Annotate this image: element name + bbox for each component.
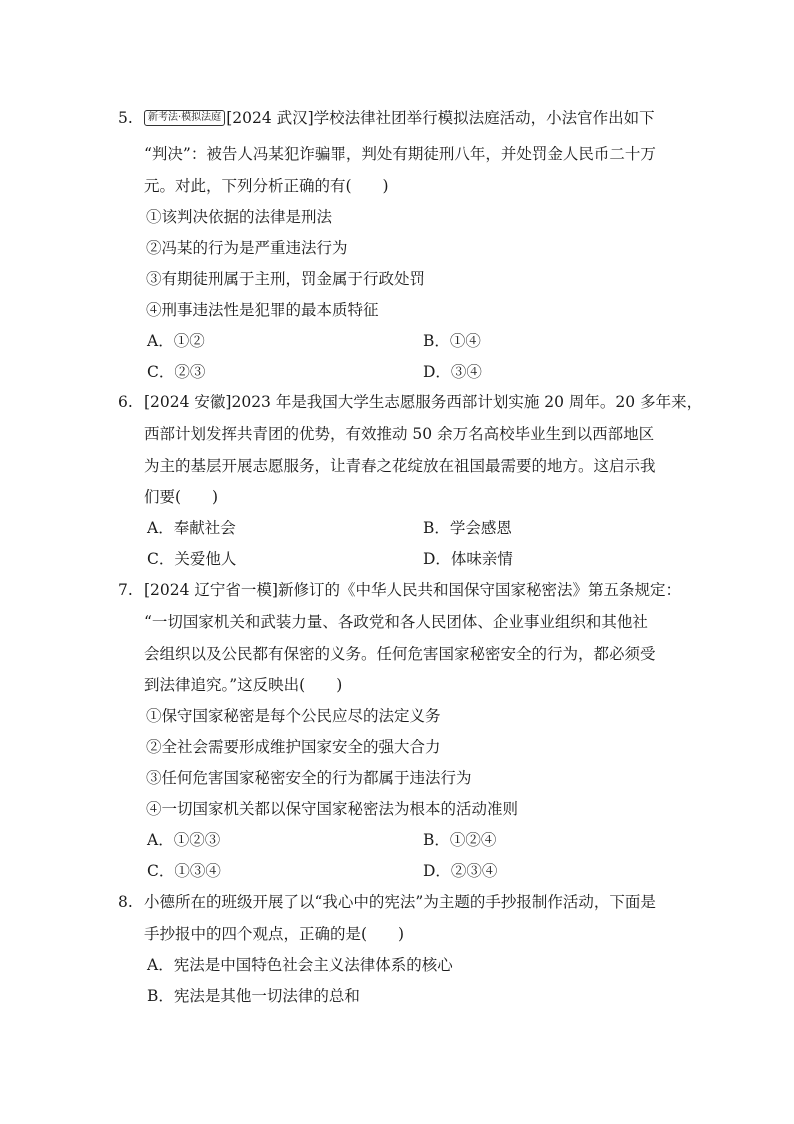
- question-number: 8.: [118, 893, 133, 911]
- statement: ①保守国家秘密是每个公民应尽的法定义务: [146, 707, 441, 725]
- question-number: 6.: [118, 393, 133, 411]
- question-stem-line: “一切国家机关和武装力量、各政党和各人民团体、企业事业组织和其他社: [144, 613, 648, 631]
- question-stem-line: “判决”：被告人冯某犯诈骗罪，判处有期徒刑八年，并处罚金人民币二十万: [144, 145, 656, 163]
- option-b[interactable]: B．①②④: [423, 831, 497, 849]
- statement: ①该判决依据的法律是刑法: [146, 208, 333, 226]
- question-number: 7.: [118, 581, 133, 599]
- option-d[interactable]: D．②③④: [423, 862, 498, 880]
- option-a[interactable]: A．①②: [147, 332, 205, 350]
- option-c[interactable]: C．①③④: [147, 862, 221, 880]
- question-stem-line: [2024 辽宁省一模]新修订的《中华人民共和国保守国家秘密法》第五条规定：: [144, 581, 681, 599]
- option-d[interactable]: D．体味亲情: [423, 550, 513, 568]
- option-a[interactable]: A．①②③: [147, 831, 221, 849]
- question-stem-line: 元。对此，下列分析正确的有( ): [144, 177, 389, 195]
- question-stem-line: [2024 安徽]2023 年是我国大学生志愿服务西部计划实施 20 周年。20 多年来，: [144, 393, 703, 411]
- statement: ④一切国家机关都以保守国家秘密法为根本的活动准则: [146, 800, 519, 818]
- statement: ②冯某的行为是严重违法行为: [146, 239, 348, 257]
- question-stem-line: 到法律追究。”这反映出( ): [144, 676, 343, 694]
- option-b[interactable]: B．①④: [423, 332, 481, 350]
- option-d[interactable]: D．③④: [423, 363, 482, 381]
- question-stem-line: 新考法·模拟法庭 [2024 武汉]学校法律社团举行模拟法庭活动，小法官作出如下: [144, 108, 655, 128]
- statement: ②全社会需要形成维护国家安全的强大合力: [146, 738, 441, 756]
- question-stem-line: 小德所在的班级开展了以“我心中的宪法”为主题的手抄报制作活动，下面是: [144, 893, 656, 911]
- option-c[interactable]: C．关爱他人: [147, 550, 237, 568]
- option-a[interactable]: A．奉献社会: [147, 519, 236, 537]
- question-stem-line: 西部计划发挥共青团的优势，有效推动 50 余万名高校毕业生到以西部地区: [144, 425, 655, 443]
- question-stem-line: 为主的基层开展志愿服务，让青春之花绽放在祖国最需要的地方。这启示我: [144, 457, 656, 475]
- question-stem-line: 会组织以及公民都有保密的义务。任何危害国家秘密安全的行为，都必须受: [144, 645, 656, 663]
- statement: ③任何危害国家秘密安全的行为都属于违法行为: [146, 769, 472, 787]
- statement: ③有期徒刑属于主刑，罚金属于行政处罚: [146, 270, 426, 288]
- option-b[interactable]: B．宪法是其他一切法律的总和: [147, 987, 360, 1005]
- option-c[interactable]: C．②③: [147, 363, 206, 381]
- option-b[interactable]: B．学会感恩: [423, 519, 512, 537]
- question-number: 5.: [118, 109, 133, 127]
- option-a[interactable]: A．宪法是中国特色社会主义法律体系的核心: [147, 956, 453, 974]
- statement: ④刑事违法性是犯罪的最本质特征: [146, 301, 379, 319]
- question-stem-line: 手抄报中的四个观点，正确的是( ): [144, 925, 405, 943]
- new-method-badge: 新考法·模拟法庭: [144, 110, 225, 126]
- question-stem-line: 们要( ): [144, 488, 219, 506]
